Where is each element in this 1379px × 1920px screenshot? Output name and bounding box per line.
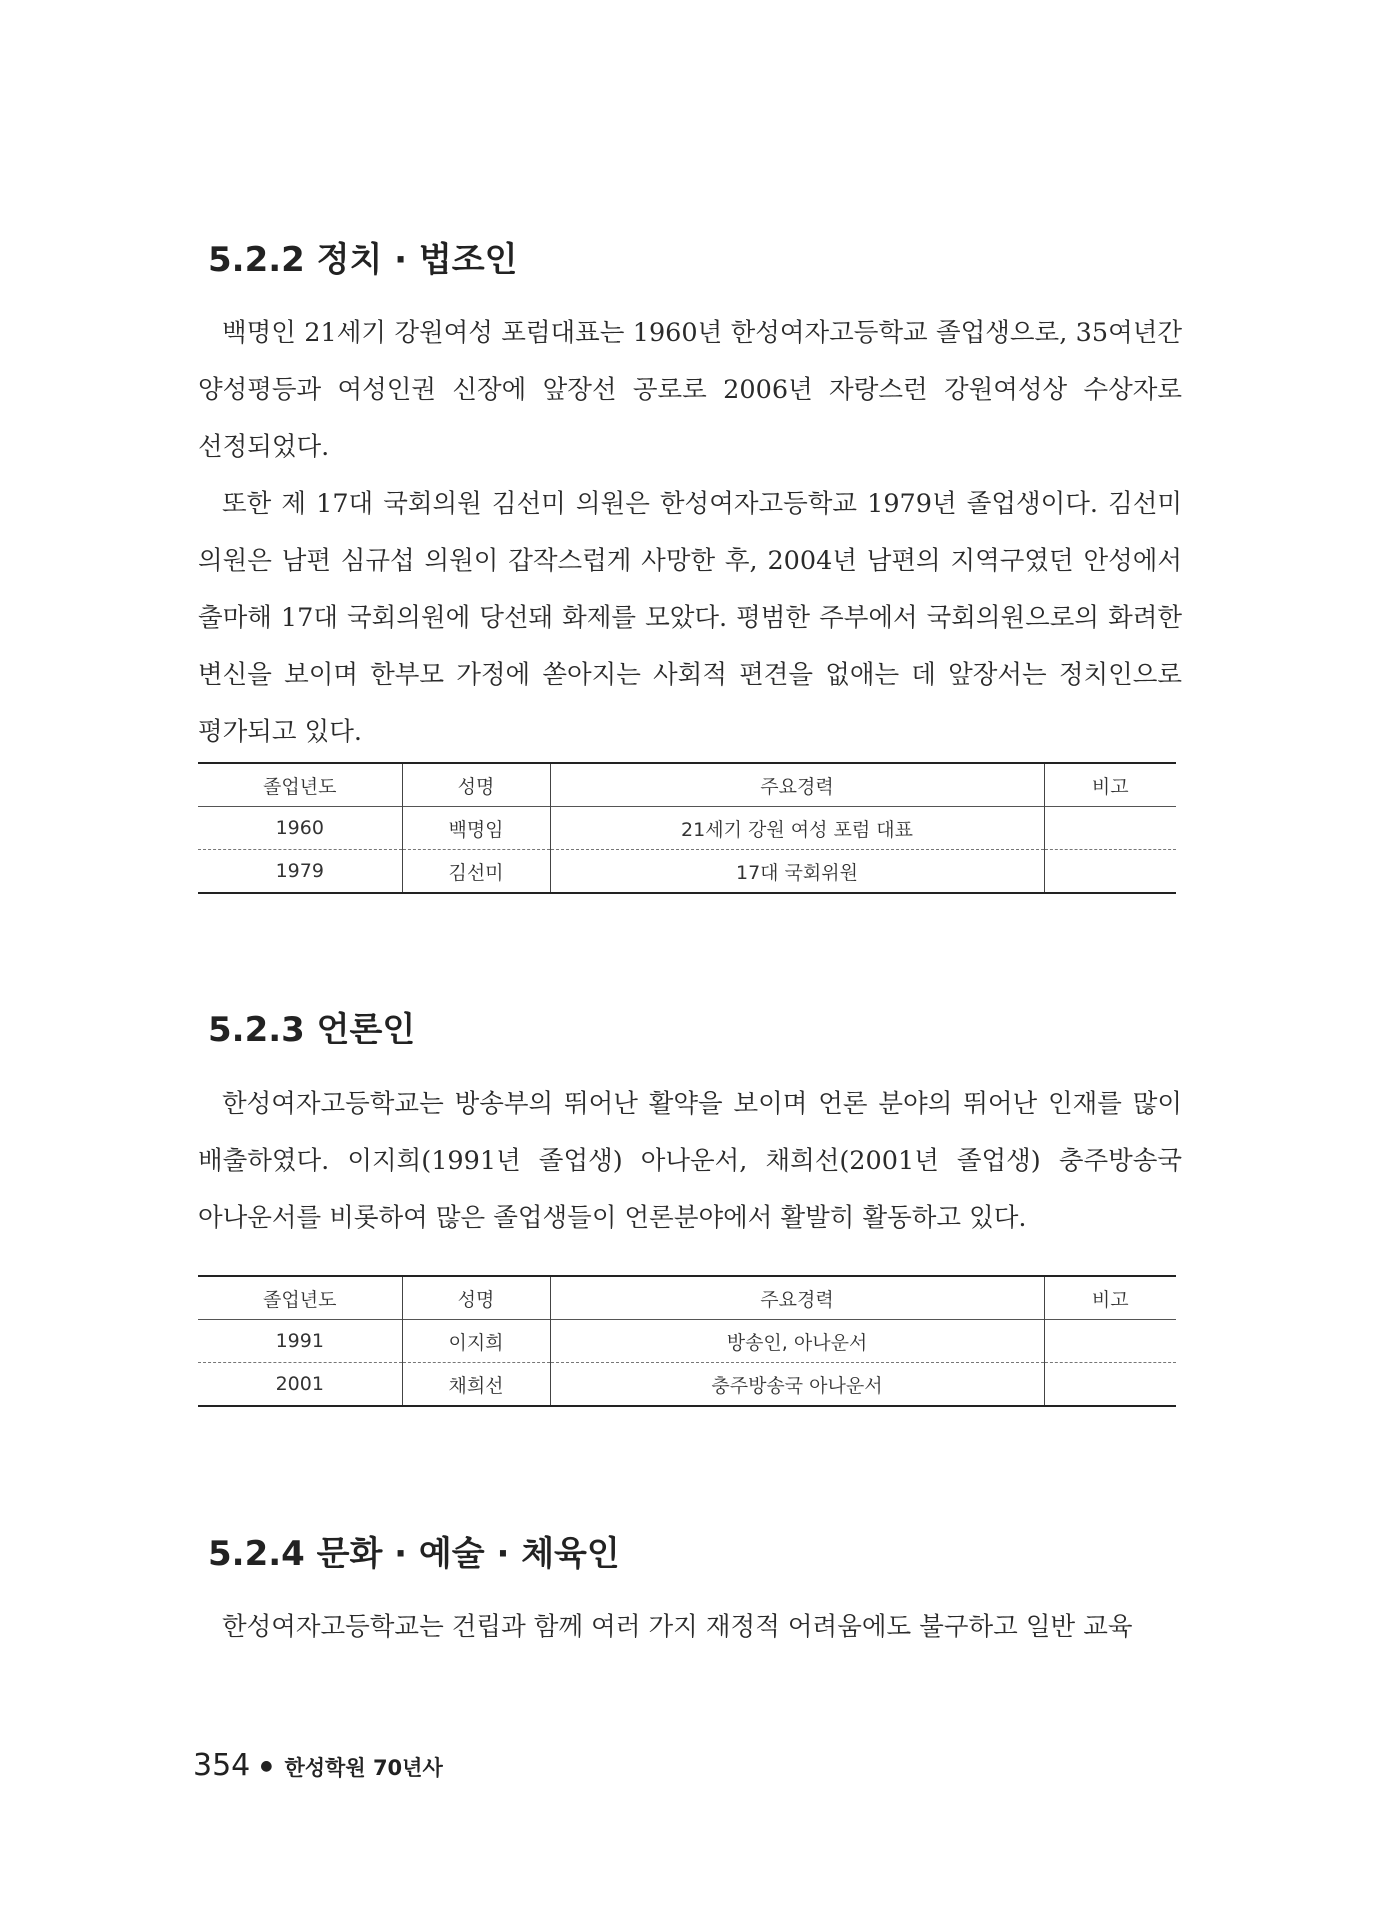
cell-name: 백명임	[402, 807, 550, 850]
section-heading-5-2-3: 5.2.3 언론인	[208, 1010, 416, 1050]
cell-main-career: 17대 국회위원	[550, 850, 1044, 894]
paragraph-broadcasters: 한성여자고등학교는 방송부의 뛰어난 활약을 보이며 언론 분야의 뛰어난 인재를 많이 배출하였다. 이지희(1991년 졸업생) 아나운서, 채희선(2001년 졸업생) 충주방송국 아나운서를 비롯하여 많은 졸업생들이 언론분야에서 활발히 활동하고 있다.	[198, 1089, 1182, 1233]
cell-remarks	[1044, 1320, 1176, 1363]
politics-law-table	[198, 762, 1176, 894]
bullet-icon: ●	[260, 1758, 273, 1774]
header-remarks: 비고	[1044, 763, 1176, 807]
cell-remarks	[1044, 850, 1176, 894]
paragraph-culture-arts: 한성여자고등학교는 건립과 함께 여러 가지 재정적 어려움에도 불구하고 일반 교육	[222, 1612, 1133, 1642]
cell-name: 이지희	[402, 1320, 550, 1363]
cell-remarks	[1044, 1363, 1176, 1407]
cell-main-career: 방송인, 아나운서	[550, 1320, 1044, 1363]
header-name: 성명	[402, 763, 550, 807]
cell-name: 김선미	[402, 850, 550, 894]
cell-main-career: 충주방송국 아나운서	[550, 1363, 1044, 1407]
table-header-row	[198, 1276, 1176, 1320]
cell-name: 채희선	[402, 1363, 550, 1407]
cell-graduation-year: 2001	[275, 1373, 324, 1395]
cell-remarks	[1044, 807, 1176, 850]
section-heading-5-2-4: 5.2.4 문화 · 예술 · 체육인	[208, 1534, 620, 1574]
journalists-table	[198, 1275, 1176, 1407]
paragraph-kim-seonmi: 또한 제 17대 국회의원 김선미 의원은 한성여자고등학교 1979년 졸업생이다. 김선미 의원은 남편 심규섭 의원이 갑작스럽게 사망한 후, 2004년 남편의 지역구였던 안성에서 출마해 17대 국회의원에 당선돼 화제를 모았다. 평범한 주부에서 국회의원으로의 화려한 변신을 보이며 한부모 가정에 쏟아지는 사회적 편견을 없애는 데 앞장서는 정치인으로 평가되고 있다.	[198, 489, 1182, 747]
section-heading-5-2-2: 5.2.2 정치 · 법조인	[208, 240, 518, 280]
table-row	[198, 850, 1176, 894]
cell-main-career: 21세기 강원 여성 포럼 대표	[550, 807, 1044, 850]
table-row	[198, 1320, 1176, 1363]
header-main-career: 주요경력	[550, 1276, 1044, 1320]
paragraph-baek-myeongin: 백명인 21세기 강원여성 포럼대표는 1960년 한성여자고등학교 졸업생으로, 35여년간 양성평등과 여성인권 신장에 앞장선 공로로 2006년 자랑스런 강원여성상 수상자로 선정되었다.	[198, 318, 1182, 462]
header-main-career: 주요경력	[550, 763, 1044, 807]
cell-graduation-year: 1979	[275, 860, 324, 882]
page-number: 354	[193, 1748, 251, 1783]
cell-graduation-year: 1991	[275, 1330, 324, 1352]
table-row	[198, 1363, 1176, 1407]
table-row	[198, 807, 1176, 850]
header-graduation-year: 졸업년도	[263, 775, 337, 798]
header-remarks: 비고	[1044, 1276, 1176, 1320]
table-header-row	[198, 763, 1176, 807]
header-name: 성명	[402, 1276, 550, 1320]
cell-graduation-year: 1960	[275, 817, 324, 839]
header-graduation-year: 졸업년도	[263, 1288, 337, 1311]
book-title: 한성학원 70년사	[284, 1756, 443, 1780]
page-footer	[193, 1748, 443, 1783]
